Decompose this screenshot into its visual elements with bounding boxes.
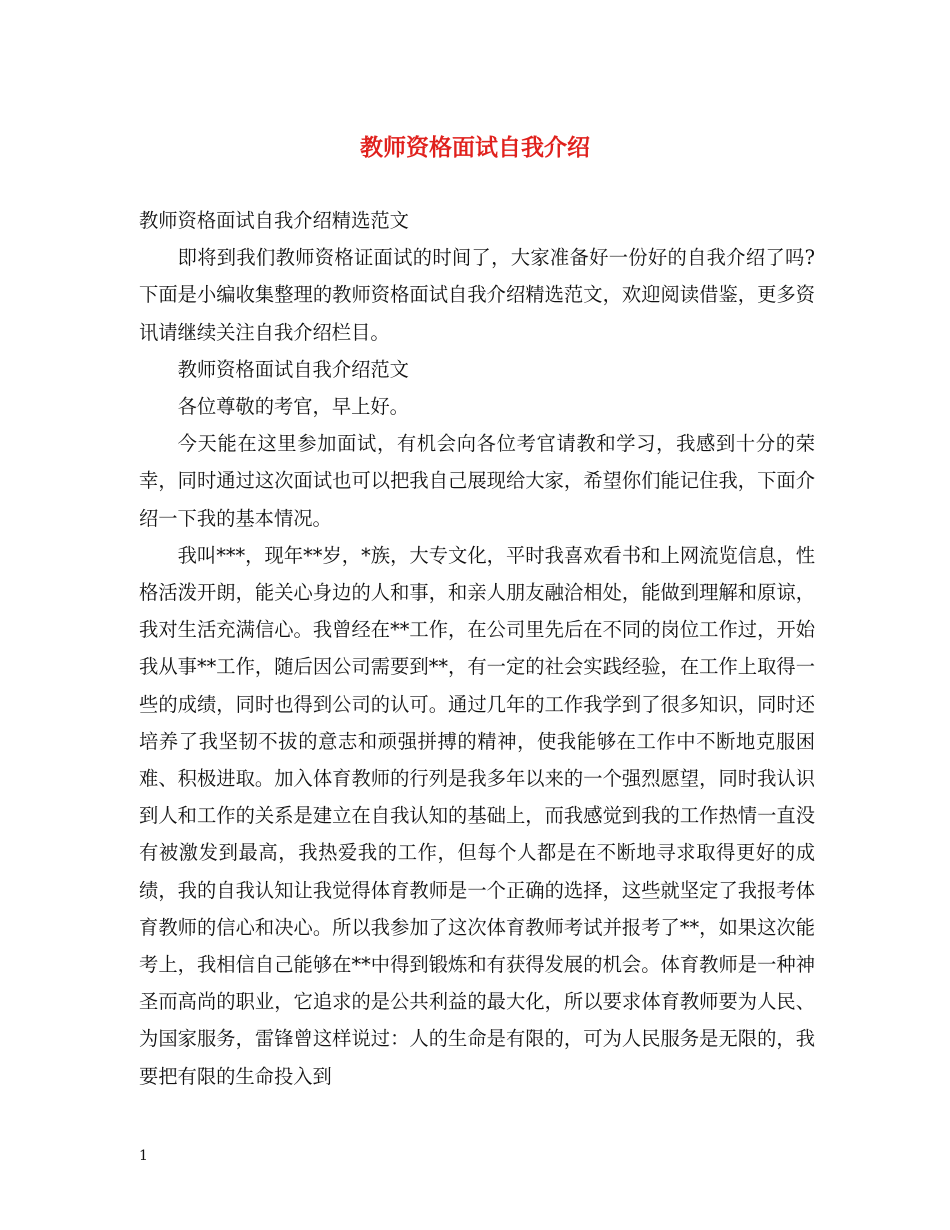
paragraph-greeting: 各位尊敬的考官，早上好。 <box>177 395 409 419</box>
paragraph-subtitle: 教师资格面试自我介绍精选范文 <box>139 209 409 232</box>
paragraph-opening: 今天能在这里参加面试，有机会向各位考官请教和学习，我感到十分的荣幸，同时通过这次面试也可以把我自己展现给大家，希望你们能记住我，下面介绍一下我的基本情况。 <box>139 432 815 530</box>
paragraph-sample-heading: 教师资格面试自我介绍范文 <box>177 357 409 381</box>
document-body <box>139 202 815 1095</box>
page-number: 1 <box>139 1148 148 1164</box>
paragraph-intro: 即将到我们教师资格证面试的时间了，大家准备好一份好的自我介绍了吗?下面是小编收集整理的教师资格面试自我介绍精选范文，欢迎阅读借鉴，更多资讯请继续关注自我介绍栏目。 <box>139 246 815 344</box>
document-title: 教师资格面试自我介绍 <box>360 134 590 161</box>
paragraph-self-introduction: 我叫***，现年**岁，*族，大专文化，平时我喜欢看书和上网流览信息，性格活泼开朗，能关心身边的人和事，和亲人朋友融洽相处，能做到理解和原谅，我对生活充满信心。我曾经在**工作，在公司里先后在不同的岗位工作过，开始我从事**工作，随后因公司需要到**，有一定的社会实践经验，在工作上取得一些的成绩，同时也得到公司的认可。通过几年的工作我学到了很多知识，同时还培养了我坚韧不拔的意志和顽强拼搏的精神，使我能够在工作中不断地克服困难、积极进取。加入体育教师的行列是我多年以来的一个强烈愿望，同时我认识到人和工作的关系是建立在自我认知的基础上，而我感觉到我的工作热情一直没有被激发到最高，我热爱我的工作，但每个人都是在不断地寻求取得更好的成绩，我的自我认知让我觉得体育教师是一个正确的选择，这些就坚定了我报考体育教师的信心和决心。所以我参加了这次体育教师考试并报考了**，如果这次能考上，我相信自己能够在**中得到锻炼和有获得发展的机会。体育教师是一种神圣而高尚的职业，它追求的是公共利益的最大化，所以要求体育教师要为人民、为国家服务，雷锋曾这样说过：人的生命是有限的，可为人民服务是无限的，我要把有限的生命投入到 <box>139 543 815 1088</box>
